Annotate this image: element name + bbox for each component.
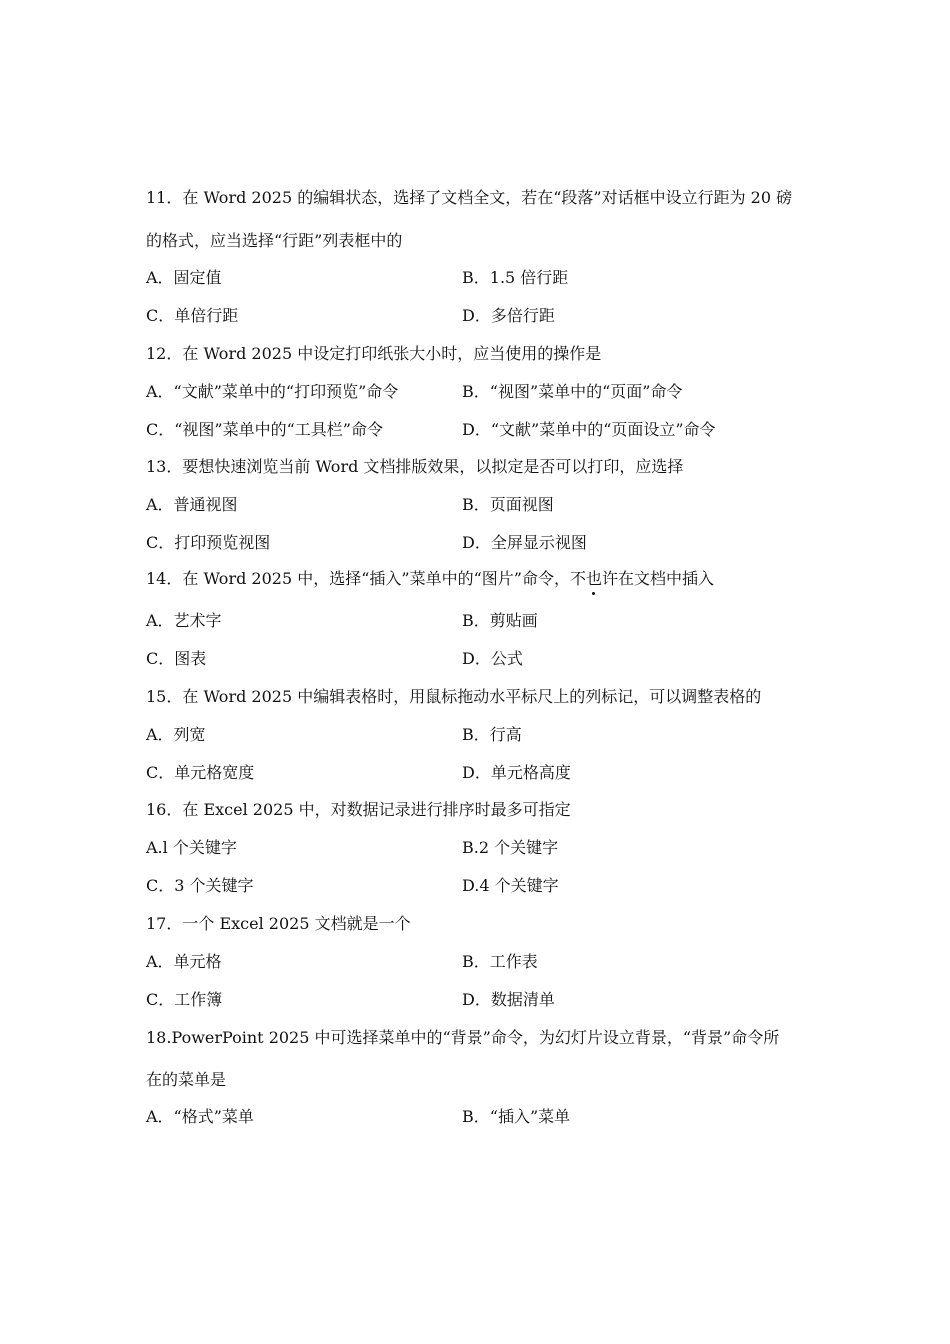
question-11-stem-line-2: 的格式，应当选择“行距”列表框中的 [146, 231, 403, 250]
question-15-option-d: D．单元格高度 [462, 763, 571, 782]
question-11-option-c: C．单倍行距 [146, 306, 239, 325]
question-14-option-b: B．剪贴画 [462, 611, 538, 630]
question-12-option-c: C．“视图”菜单中的“工具栏”命令 [146, 420, 383, 439]
question-11-option-b: B．1.5 倍行距 [462, 268, 569, 287]
question-12-stem: 12．在 Word 2025 中设定打印纸张大小时，应当使用的操作是 [146, 344, 602, 363]
question-17-option-d: D．数据清单 [462, 990, 555, 1009]
question-13-option-b: B．页面视图 [462, 495, 554, 514]
question-17-option-a: A．单元格 [146, 952, 222, 971]
question-13-option-a: A．普通视图 [146, 495, 238, 514]
question-15-stem: 15．在 Word 2025 中编辑表格时，用鼠标拖动水平标尺上的列标记，可以调整表格的 [146, 687, 762, 706]
question-14-emphasis: 不也许 [569, 569, 618, 588]
question-12-option-b: B．“视图”菜单中的“页面”命令 [462, 382, 683, 401]
question-14-stem [146, 569, 714, 589]
question-15-option-b: B．行高 [462, 725, 522, 744]
question-16-option-b: B.2 个关键字 [462, 838, 559, 857]
question-17-option-c: C．工作簿 [146, 990, 223, 1009]
question-18-stem-line-2: 在的菜单是 [146, 1070, 227, 1089]
question-18-option-a: A．“格式”菜单 [146, 1107, 254, 1126]
question-12-option-d: D．“文献”菜单中的“页面设立”命令 [462, 420, 716, 439]
question-14-stem-part-1: 14．在 Word 2025 中，选择“插入”菜单中的“图片”命令， [146, 569, 570, 588]
question-15-option-c: C．单元格宽度 [146, 763, 255, 782]
question-16-option-c: C．3 个关键字 [146, 876, 254, 895]
question-14-stem-part-3: 在文档中插入 [617, 569, 714, 588]
question-14-option-c: C．图表 [146, 649, 207, 668]
question-16-option-a: A.l 个关键字 [146, 838, 237, 857]
question-16-option-d: D.4 个关键字 [462, 876, 559, 895]
question-17-stem: 17．一个 Excel 2025 文档就是一个 [146, 914, 411, 933]
question-13-option-d: D．全屏显示视图 [462, 533, 587, 552]
question-13-stem: 13．要想快速浏览当前 Word 文档排版效果，以拟定是否可以打印，应选择 [146, 457, 684, 476]
question-11-option-d: D．多倍行距 [462, 306, 555, 325]
question-17-option-b: B．工作表 [462, 952, 538, 971]
question-15-option-a: A．列宽 [146, 725, 206, 744]
question-11-option-a: A．固定值 [146, 268, 222, 287]
question-16-stem: 16．在 Excel 2025 中，对数据记录进行排序时最多可指定 [146, 800, 571, 819]
question-14-option-d: D．公式 [462, 649, 523, 668]
question-18-stem-line-1: 18.PowerPoint 2025 中可选择菜单中的“背景”命令，为幻灯片设立背景，“背景”命令所 [146, 1028, 780, 1047]
question-14-option-a: A．艺术字 [146, 611, 222, 630]
question-12-option-a: A．“文献”菜单中的“打印预览”命令 [146, 382, 399, 401]
question-13-option-c: C．打印预览视图 [146, 533, 271, 552]
question-11-stem-line-1: 11．在 Word 2025 的编辑状态，选择了文档全文，若在“段落”对话框中设立行距为 20 磅 [146, 188, 793, 207]
question-18-option-b: B．“插入”菜单 [462, 1107, 571, 1126]
